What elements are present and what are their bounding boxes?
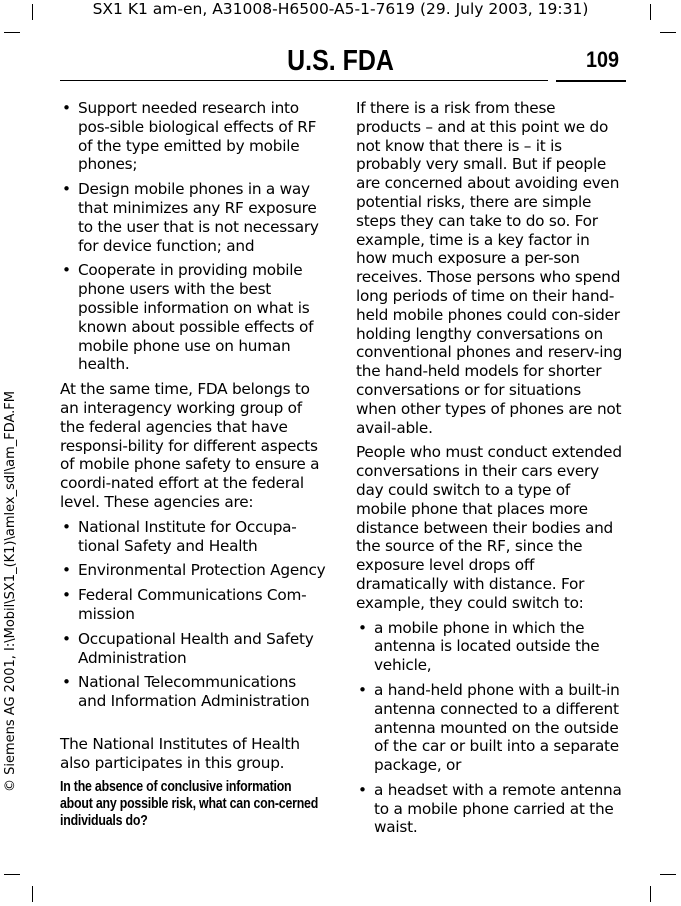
paragraph: At the same time, FDA belongs to an interagency working group of the federal agencies that have responsi-bility for different aspects of mobile phone safety to ensure a coordi-nated effort at the federal level. These agencies are: <box>60 380 320 511</box>
list-item: • National Telecommunications and Information Administration <box>60 673 327 711</box>
crop-mark-bottom-left-v <box>32 886 33 902</box>
agencies-list <box>60 518 327 711</box>
running-head: SX1 K1 am-en, A31008-H6500-A5-1-7619 (29. July 2003, 19:31) <box>92 0 589 18</box>
paragraph: The National Institutes of Health also participates in this group. <box>60 734 300 772</box>
list-item: • Environmental Protection Agency <box>60 561 327 580</box>
paragraph: If there is a risk from these products – and at this point we do not know that there is – it is probably very small. But if people are concerned about avoiding even potential risks, there are simple steps they can take to do so. For example, time is a key factor in how much exposure a per-son receives. Those persons who spend long periods of time on their hand-held mobile phones could con-sider holding lengthy conversations on conventional phones and reserv-ing the hand-held models for shorter conversations or for situations when other types of phones are not avail-able. <box>356 99 623 437</box>
list-item: • Cooperate in providing mobile phone users with the best possible information on what is known about possible effects of mobile phone use on human health. <box>60 261 327 374</box>
spacer <box>60 717 327 735</box>
list-item: • Occupational Health and Safety Administration <box>60 630 327 668</box>
crop-mark-bottom-right-v <box>650 886 651 902</box>
list-item: • Federal Communications Com-mission <box>60 586 327 624</box>
options-list <box>356 619 624 838</box>
list-item: • Support needed research into pos-sible biological effects of RF of the type emitted by mobile phones; <box>60 99 327 174</box>
list-item: • National Institute for Occupa-tional Safety and Health <box>60 518 327 556</box>
list-item: • a hand-held phone with a built-in antenna connected to a different antenna mounted on the outside of the car or built into a separate package, or <box>356 681 624 775</box>
paragraph: People who must conduct extended conversations in their cars every day could switch to a type of mobile phone that places more distance between their bodies and the source of the RF, since the exposure level drops off dramatically with distance. For example, they could switch to: <box>356 443 622 612</box>
title-rule <box>60 80 548 81</box>
page-number: 109 <box>586 47 620 72</box>
crop-mark-top-left-h <box>4 32 20 33</box>
crop-mark-bottom-left-h <box>4 874 20 875</box>
crop-mark-top-right-h <box>660 32 676 33</box>
copyright-side-note: © Siemens AG 2001, I:\Mobil\SX1_(K1)\amlex_sdl\am_FDA.FM <box>3 391 18 792</box>
list-item: • a mobile phone in which the antenna is located outside the vehicle, <box>356 619 624 675</box>
left-column <box>60 99 327 830</box>
right-column <box>356 99 624 843</box>
crop-mark-bottom-right-h <box>660 874 676 875</box>
page-number-rule <box>556 80 626 82</box>
list-item: • a headset with a remote antenna to a mobile phone carried at the waist. <box>356 781 624 837</box>
list-item: • Design mobile phones in a way that minimizes any RF exposure to the user that is not necessary for device function; and <box>60 180 327 255</box>
page-title: U.S. FDA <box>287 45 394 77</box>
research-goals-list <box>60 99 327 374</box>
section-subheading: In the absence of conclusive information about any possible risk, what can con-cerned individuals do? <box>60 778 319 829</box>
